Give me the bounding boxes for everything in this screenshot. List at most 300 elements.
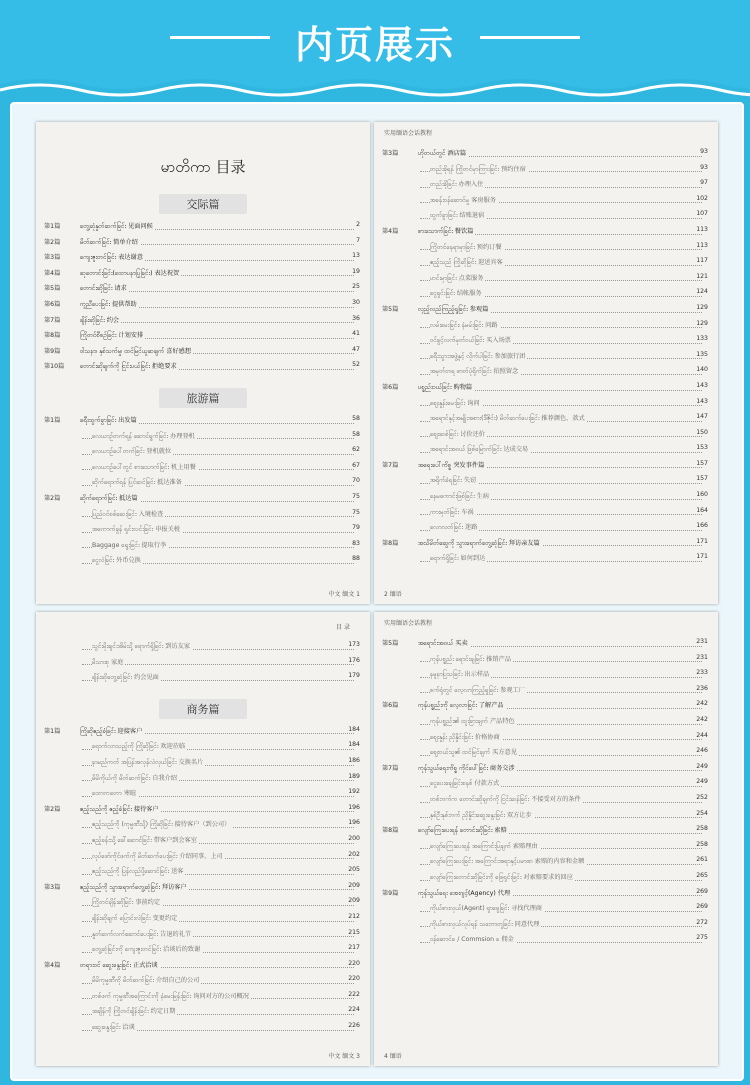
toc-row (36, 218, 370, 234)
entry-title: အရောင်းအဝယ် ဖြစ်မြောက်ခြင်း 达成交易 (430, 446, 529, 454)
toc-row (374, 348, 718, 364)
entry-title: ရောက်လာသည့်ကို ကြိုဆိုခြင်း 欢迎莅临 (92, 743, 186, 751)
entry-title: လုပ်ဖော်ကိုင်ဖက်ကို မိတ်ဆက်ပေးခြင်း 介绍同事，上司 (92, 852, 223, 860)
entry-title: တောင်းဆိုခြင်း 请求 (80, 285, 127, 293)
entry-title: လှည့်လည်ကြည့်ရှုခြင်း 参观篇 (418, 305, 489, 313)
toc-row (36, 412, 370, 428)
running-header: 实用缅语会话教程 (384, 130, 433, 137)
page-number: 184 (348, 741, 360, 749)
entry-title: အကောက်ခွန် ရှင်းလင်းခြင်း 申报关税 (92, 526, 180, 534)
page-number: 70 (352, 477, 360, 485)
toc-row (36, 910, 370, 926)
entry-title: ဝန်ဆောင်ခ / Commsion ခ 佣金 (430, 936, 514, 944)
page-number: 272 (696, 918, 708, 926)
page-number: 166 (696, 522, 708, 530)
toc-row (36, 754, 370, 770)
entry-title: ငွေရှင်းခြင်း 结帐服务 (430, 290, 482, 298)
chapter-label: 第8篇 (44, 332, 61, 340)
toc-row (36, 638, 370, 654)
page-footer: 中文 缅文 3 (328, 1053, 360, 1060)
toc-row (374, 504, 718, 520)
entry-title: ထောကတော 寒暄 (92, 790, 137, 798)
toc-row (374, 192, 718, 208)
page-number: 113 (696, 225, 708, 233)
toc-row (374, 332, 718, 348)
toc-row (374, 161, 718, 177)
page-number: 93 (700, 148, 708, 155)
chapter-label: 第1篇 (44, 727, 61, 735)
toc-row (374, 666, 718, 682)
toc-row (374, 682, 718, 698)
entry-title: တွေ့ဆုံနှုတ်ဆက်ခြင်း 见面问候 (80, 223, 153, 230)
entry-title: ဈေးဆစ်ခြင်း 讨价还价 (430, 430, 485, 438)
toc-row (36, 863, 370, 879)
entry-title: ကူညီပေးခြင်း 提供帮助 (80, 300, 137, 308)
page-number: 79 (352, 524, 360, 532)
page-number: 47 (352, 345, 360, 353)
toc-row (36, 848, 370, 864)
chapter-label: 第6篇 (44, 300, 61, 308)
toc-row (374, 472, 718, 488)
entry-title: အရေးပေါ်ကိစ္စ 突发事件篇 (418, 461, 485, 469)
chapter-label: 第4篇 (382, 227, 399, 235)
toc-row (374, 869, 718, 885)
entry-title: ကားမှတ်ခြင်း 车祸 (430, 508, 474, 516)
toc-row (36, 459, 370, 475)
toc-row (36, 537, 370, 553)
entry-title: နာမည်ကတ် အပြန်အလှန်လဲလှယ်ခြင်း 交换名片 (92, 758, 204, 766)
entry-title: ကုန်ပစ္စည်း၏ ထူးခြားချက် 产品特色 (430, 717, 515, 725)
page-number: 30 (352, 298, 360, 306)
toc-row (36, 816, 370, 832)
page-number: 88 (352, 555, 360, 563)
page-number: 171 (696, 553, 708, 561)
entry-title: ဧည့်သည်ကို သွားရောက်တွေ့ဆုံခြင်း 拜访客户 (80, 883, 187, 891)
entry-title: တည်းခိုခြင်း 办理入住 (430, 181, 484, 189)
page-number: 129 (696, 319, 708, 327)
page-number: 231 (696, 638, 708, 645)
entry-title: အရောင်နှင့်အမျိုးအစား(ဒီဇိုင်း) မိတ်ဆက်ပေးခြင်း 推荐颜色、款式 (430, 415, 585, 423)
entry-title: ဧည့်ခန်းသို့ ခေါ်ဆောင်ခြင်း 带客户到会客室 (92, 836, 197, 844)
entry-title: အရောင်းအဝယ် 买卖 (418, 640, 468, 647)
toc-page-4 (374, 612, 718, 1066)
page-number: 58 (352, 414, 360, 422)
entry-title: ဧည့်သည်ကို ဧည့်ခံခြင်း 接待客户 (80, 805, 159, 813)
entry-title: လျော်ကြေးပေးရန် အကြောင်းပြချက် 索赔理由 (430, 842, 538, 850)
toc-row (36, 343, 370, 359)
entry-title: ဆွေးနွေးခြင်း 洽谈 (92, 1024, 135, 1032)
page-number: 135 (696, 350, 708, 358)
toc-row (374, 916, 718, 932)
toc-row (374, 270, 718, 286)
entry-title: ဆိုက်ရောက်ခြင်း 抵达篇 (80, 494, 138, 502)
page-number: 75 (352, 508, 360, 516)
toc-row (374, 550, 718, 566)
toc-row (374, 176, 718, 192)
page-number: 97 (700, 179, 708, 187)
entry-title: ဈေးဝယ်သူ၏ ထင်မြင်ချက် 买方意见 (430, 749, 517, 757)
page-number: 147 (696, 413, 708, 421)
toc-row (374, 426, 718, 442)
entry-title: မိမိကုမ္ပဏီကို မိတ်ဆက်ခြင်း 介绍自己的公司 (92, 977, 200, 985)
toc-row (374, 207, 718, 223)
page-number: 215 (348, 928, 360, 936)
entry-title: ငွေပေးချေခြင်းစနစ် 付款方式 (430, 780, 500, 788)
page-number: 143 (696, 397, 708, 405)
toc-row (374, 775, 718, 791)
entry-title: ရောက်ရှိခြင်း 如何到达 (430, 555, 486, 563)
page-number: 25 (352, 283, 360, 291)
page-number: 196 (348, 819, 360, 827)
entry-title: လမ်းမေးခြင်း၊ နံမမ်းခြင်း 问路 (430, 321, 498, 329)
toc-row (374, 822, 718, 838)
toc-row (374, 838, 718, 854)
page-number: 67 (352, 461, 360, 469)
chapter-label: 第7篇 (382, 764, 399, 772)
entry-title: ဝါသနာ၊ နှစ်သက်မှု၊ ထင်မြင်ယူဆချက် 喜好感想 (80, 347, 192, 355)
page-number: 226 (348, 1022, 360, 1030)
toc-row (36, 265, 370, 281)
toc-row (374, 410, 718, 426)
chapter-label: 第8篇 (382, 827, 399, 835)
page-number: 202 (348, 850, 360, 858)
toc-row (374, 457, 718, 473)
entry-title: တောင်းဆိုချက်ကို ငြင်းပယ်ခြင်း 拒绝要求 (80, 363, 177, 371)
page-number: 233 (696, 669, 708, 677)
entry-title: ကျေးဇူးတင်ခြင်း 表达谢意 (80, 254, 143, 262)
page-number: 269 (696, 903, 708, 911)
entry-title: ကြိုတင်စီစဉ်ခြင်း 计划安排 (80, 332, 144, 340)
toc-row (374, 535, 718, 551)
chapter-label: 第10篇 (44, 363, 65, 371)
page-number: 179 (348, 672, 360, 680)
toc-row (36, 428, 370, 444)
toc-row (374, 713, 718, 729)
chapter-label: 第2篇 (44, 494, 61, 502)
toc-row (36, 801, 370, 817)
entry-title: ငွေလဲခြင်း 外币兑换 (92, 557, 141, 565)
chapter-label: 第6篇 (382, 702, 399, 710)
entry-title: ကိုယ်စားလှယ်(Agent) ရှာဖွေခြင်း 寻找代理商 (430, 905, 542, 913)
entry-title: ကုန်ပစ္စည်းကို လေ့လာခြင်း 了解产品 (418, 702, 504, 710)
page-number: 83 (352, 539, 360, 547)
chapter-label: 第1篇 (44, 416, 61, 424)
entry-title: လျော်ကြေးတောင်းဆိုခြင်းကို ဖြေရှင်းခြင်း 对索赔要求的回应 (430, 873, 573, 881)
toc-row (36, 723, 370, 739)
page-number: 192 (348, 788, 360, 796)
page-number: 200 (348, 834, 360, 842)
entry-title: ကြိုဆိုဧည့်ခံခြင်း 迎接客户 (80, 727, 143, 735)
chapter-label: 第9篇 (44, 347, 61, 355)
toc-row (36, 280, 370, 296)
toc-row (374, 635, 718, 651)
entry-title: ကြိုတင်ချိန်းဆိုခြင်း 事前约定 (92, 899, 161, 907)
toc-row (36, 654, 370, 670)
entry-title: ချိန်းဆိုချက် ပြောင်းလဲခြင်း 变更约定 (92, 914, 178, 922)
page-number: 75 (352, 492, 360, 500)
toc-row (36, 972, 370, 988)
entry-title: မိတ်ဆက်ခြင်း 简单介绍 (80, 238, 138, 246)
toc-row (36, 296, 370, 312)
toc-row (374, 317, 718, 333)
page-number: 205 (348, 866, 360, 874)
page-number: 275 (696, 934, 708, 942)
toc-row (36, 988, 370, 1004)
page-number: 7 (356, 236, 360, 244)
page-number: 189 (348, 772, 360, 780)
entry-title: စားသောက်ခြင်း 餐饮篇 (418, 227, 474, 235)
toc-row (36, 506, 370, 522)
entry-title: တရားဝင် ဆွေးနွေးခြင်း 正式洽谈 (80, 961, 158, 969)
page-number: 157 (696, 475, 708, 483)
page-number: 36 (352, 314, 360, 322)
entry-title: လျော်ကြေးပေးရန် တောင်းဆိုခြင်း 索赔 (418, 827, 507, 835)
toc-row (36, 738, 370, 754)
page-number: 117 (696, 257, 708, 265)
entry-title: Baggage ရွေးခြင်း 提取行李 (92, 541, 167, 549)
page-number: 258 (696, 825, 708, 833)
entry-title: အမှတ်တရ ဓာတ်ပုံရိုက်ခြင်း 拍照留念 (430, 368, 519, 376)
entry-title: ဝင်ခွင့်လက်မှတ်ဝယ်ခြင်း 买入场票 (430, 337, 511, 345)
entry-title: တွေ့ဆုံခြင်းကို ကျေးဇူးတင်ခြင်း 洽谈后的致谢 (92, 946, 201, 954)
page-number: 150 (696, 428, 708, 436)
page-number: 184 (348, 725, 360, 733)
toc-row (36, 832, 370, 848)
entry-title: ကိုယ်စားလှယ်လုပ်ရန် သဘောတူခြင်း 同意代理 (430, 920, 540, 928)
toc-row (36, 1019, 370, 1035)
entry-title: နမူနာပြသခြင်း 出示样品 (430, 671, 490, 679)
page-number: 13 (352, 252, 360, 260)
entry-title: ဧည့်သည်ကို (ကုမ္ပဏီသို့) ကြိုဆိုခြင်း 接待客户（到公司） (92, 821, 231, 829)
toc-row (374, 441, 718, 457)
running-header: 实用缅语会话教程 (384, 620, 433, 627)
entry-title: လေယာဉ်တက်ရန် ဆောင်ရွက်ခြင်း 办理登机 (92, 432, 195, 440)
chapter-label: 第8篇 (382, 539, 399, 547)
page-number: 171 (696, 537, 708, 545)
entry-title: လေယာဉ်ပေါ်တွင် စားသောက်ခြင်း 机上用餐 (92, 463, 196, 471)
entry-title: မိမိကိုယ်ကို မိတ်ဆက်ခြင်း 自我介绍 (92, 774, 177, 782)
page-footer: 2 缅语 (384, 591, 402, 598)
page-number: 246 (696, 747, 708, 755)
toc-row (374, 744, 718, 760)
toc-row (36, 490, 370, 506)
page-tab: 目 录 (336, 624, 350, 631)
entry-title: ဈေးနှုန်း ညှိနှိုင်းခြင်း 价格协商 (430, 733, 500, 741)
toc-row (36, 770, 370, 786)
page-number: 153 (696, 444, 708, 452)
toc-row (374, 931, 718, 947)
page-number: 249 (696, 762, 708, 770)
toc-row (36, 785, 370, 801)
toc-row (374, 885, 718, 901)
toc-row (374, 363, 718, 379)
entry-title: ကြိုတင်နေရာမှာခြင်း 预约订餐 (430, 243, 502, 251)
page-number: 160 (696, 491, 708, 499)
entry-title: လျော်ကြေးပေးခြင်း အကြောင်းအရာနှင့်ပမာဏ 索赔的内容和金额 (430, 858, 585, 866)
page-number: 220 (348, 975, 360, 983)
toc-row (374, 379, 718, 395)
entry-title: ကုန်ပစ္စည်း ရောင်းချခြင်း 推销产品 (430, 655, 511, 663)
toc-row (36, 249, 370, 265)
chapter-label: 第3篇 (44, 883, 61, 891)
entry-title: ချိန်းဆိုခြင်း 约会 (80, 316, 120, 324)
toc-row (36, 552, 370, 568)
page-number: 209 (348, 881, 360, 889)
entry-title: တည်းခိုရန် ကြိုတင်မှာကြားခြင်း 预约住宿 (430, 165, 526, 173)
entry-title: ပစ္စည်းဝယ်ခြင်း 购物篇 (418, 383, 473, 391)
chapter-label: 第9篇 (382, 889, 399, 897)
toc-row (374, 729, 718, 745)
page-number: 113 (696, 241, 708, 249)
page-number: 140 (696, 366, 708, 374)
page-number: 124 (696, 288, 708, 296)
toc-row (36, 312, 370, 328)
page-number: 222 (348, 990, 360, 998)
toc-row (374, 519, 718, 535)
chapter-label: 第5篇 (44, 285, 61, 293)
entry-title: မိသားစု 家庭 (92, 658, 124, 666)
page-number: 242 (696, 715, 708, 723)
section-title: 商务篇 (159, 699, 247, 719)
toc-row (36, 894, 370, 910)
entry-title: ဧည့်သည် ကြိုဆိုခြင်း 迎送宾客 (430, 259, 503, 267)
entry-title: အခန်းဝန်ဆောင်မှု 客房服务 (430, 196, 496, 204)
entry-title: ချိန်းဆိုတွေ့ဆုံခြင်း 约会见面 (92, 674, 159, 682)
chapter-label: 第3篇 (382, 150, 399, 157)
chapter-label: 第5篇 (382, 640, 399, 647)
chapter-label: 第4篇 (44, 961, 61, 969)
entry-title: ထွက်ခွာခြင်း 结账退宿 (430, 212, 485, 220)
page-number: 41 (352, 330, 360, 338)
entry-title: ခရီးသွားအဖွဲ့နှင့် လိုက်ပါခြင်း 参加旅行团 (430, 352, 526, 360)
toc-row (36, 358, 370, 374)
toc-row (374, 697, 718, 713)
page-number: 62 (352, 446, 360, 454)
toc-row (374, 301, 718, 317)
toc-row (36, 1003, 370, 1019)
entry-title: အသိမိတ်ဆွေကို သွားရောက်တွေ့ဆုံခြင်း 拜访亲友篇 (418, 539, 540, 547)
page-number: 93 (700, 163, 708, 171)
entry-title: ဆုတောင်းခြင်း(ထောပနာပြုခြင်း) 表达祝贺 (80, 269, 180, 277)
page-number: 157 (696, 459, 708, 467)
chapter-label: 第5篇 (382, 305, 399, 313)
toc-row (374, 145, 718, 161)
entry-title: ဟိုတယ်တွင် 酒店篇 (418, 150, 467, 157)
page-number: 252 (696, 793, 708, 801)
page-footer: 4 缅语 (384, 1053, 402, 1060)
page-number: 261 (696, 856, 708, 864)
page-number: 164 (696, 506, 708, 514)
chapter-label: 第2篇 (44, 805, 61, 813)
page-number: 220 (348, 959, 360, 967)
toc-page-2 (374, 122, 718, 604)
chapter-label: 第7篇 (382, 461, 399, 469)
toc-row (36, 926, 370, 942)
entry-title: ဧည့်သည်ကို ပြန်လည်ပို့ဆောင်ခြင်း 送客 (92, 868, 184, 876)
page-number: 217 (348, 944, 360, 952)
toc-row (374, 900, 718, 916)
page-number: 258 (696, 840, 708, 848)
toc-row (374, 791, 718, 807)
entry-title: အရိုက်ခံရခြင်း 失窃 (430, 477, 477, 485)
entry-title: နေမကောင်းဖြစ်ခြင်း 生病 (430, 493, 489, 501)
page-number: 2 (356, 221, 360, 228)
entry-title: လေယာဉ်ပေါ်တက်ခြင်း 登机就位 (92, 448, 172, 456)
toc-row (36, 669, 370, 685)
entry-title: ပြည်ဝင်စစ်ဆေးခြင်း 入境检查 (92, 510, 164, 518)
toc-row (374, 285, 718, 301)
banner-title: 内页展示 (294, 23, 455, 67)
page-number: 129 (696, 303, 708, 311)
toc-row (36, 474, 370, 490)
page-number: 236 (696, 684, 708, 692)
toc-row (36, 327, 370, 343)
page-number: 242 (696, 700, 708, 708)
toc-row (374, 223, 718, 239)
section-title: 交际篇 (159, 194, 247, 214)
page-number: 212 (348, 912, 360, 920)
page-number: 133 (696, 335, 708, 343)
toc-row (374, 651, 718, 667)
page-number: 52 (352, 361, 360, 369)
page-number: 19 (352, 267, 360, 275)
entry-title: အချိန်ကို ကြိုတင်ချိန်းခြင်း 约定日期 (92, 1008, 176, 1016)
toc-heading: မာတိကာ 目录 (160, 158, 246, 176)
entry-title: စက်ရုံတွင် လေ့လာကြည့်ရှုခြင်း 参观工厂 (430, 686, 525, 694)
toc-row (36, 879, 370, 895)
toc-page-3 (36, 612, 370, 1066)
entry-title: ကုန်သွယ်ရေးကိစ္စ ကိုင်ပေါ်ခြင်း 商务交涉 (418, 764, 515, 772)
entry-title: ဟင်းမှာခြင်း 点菜服务 (430, 274, 484, 282)
page-number: 265 (696, 871, 708, 879)
entry-title: လောလတ်ခြင်း 迷路 (430, 524, 478, 532)
entry-title: နှစ်ဦးနှစ်ဘက် ညှိနှိုင်းဆွေးနွေးခြင်း 双方让步 (430, 811, 532, 819)
page-number: 176 (348, 656, 360, 664)
page-number: 224 (348, 1006, 360, 1014)
page-number: 269 (696, 887, 708, 895)
toc-row (374, 760, 718, 776)
page-number: 249 (696, 778, 708, 786)
chapter-label: 第1篇 (44, 223, 61, 230)
entry-title: နှုတ်ဆက်လက်ဆောင်ပေးခြင်း 告退的礼节 (92, 930, 192, 938)
page-footer: 中文 缅文 1 (328, 591, 360, 598)
page-number: 102 (696, 194, 708, 202)
page-number: 107 (696, 210, 708, 218)
entry-title: တစ်ဖက် ကုမ္ပဏီအကြောင်းကို နံမေးမြန်းခြင်း 询问对方的公司概况 (92, 992, 249, 1000)
toc-row (374, 853, 718, 869)
page-number: 186 (348, 756, 360, 764)
toc-row (36, 234, 370, 250)
leader-dots (82, 322, 354, 323)
toc-page-1 (36, 122, 370, 604)
chapter-label: 第2篇 (44, 238, 61, 246)
toc-row (36, 443, 370, 459)
chapter-label: 第3篇 (44, 254, 61, 262)
toc-row (36, 957, 370, 973)
toc-row (36, 521, 370, 537)
toc-row (374, 395, 718, 411)
toc-row (374, 239, 718, 255)
page-number: 209 (348, 897, 360, 905)
page-number: 173 (348, 641, 360, 648)
toc-row (374, 254, 718, 270)
page-number: 244 (696, 731, 708, 739)
page-number: 231 (696, 653, 708, 661)
page-number: 121 (696, 272, 708, 280)
chapter-label: 第6篇 (382, 383, 399, 391)
page-number: 143 (696, 381, 708, 389)
entry-title: တစ်ဘက်က တောင်းဆိုချက်ကို ငြင်းဆန်ခြင်း 不接受对方的条件 (430, 795, 581, 803)
